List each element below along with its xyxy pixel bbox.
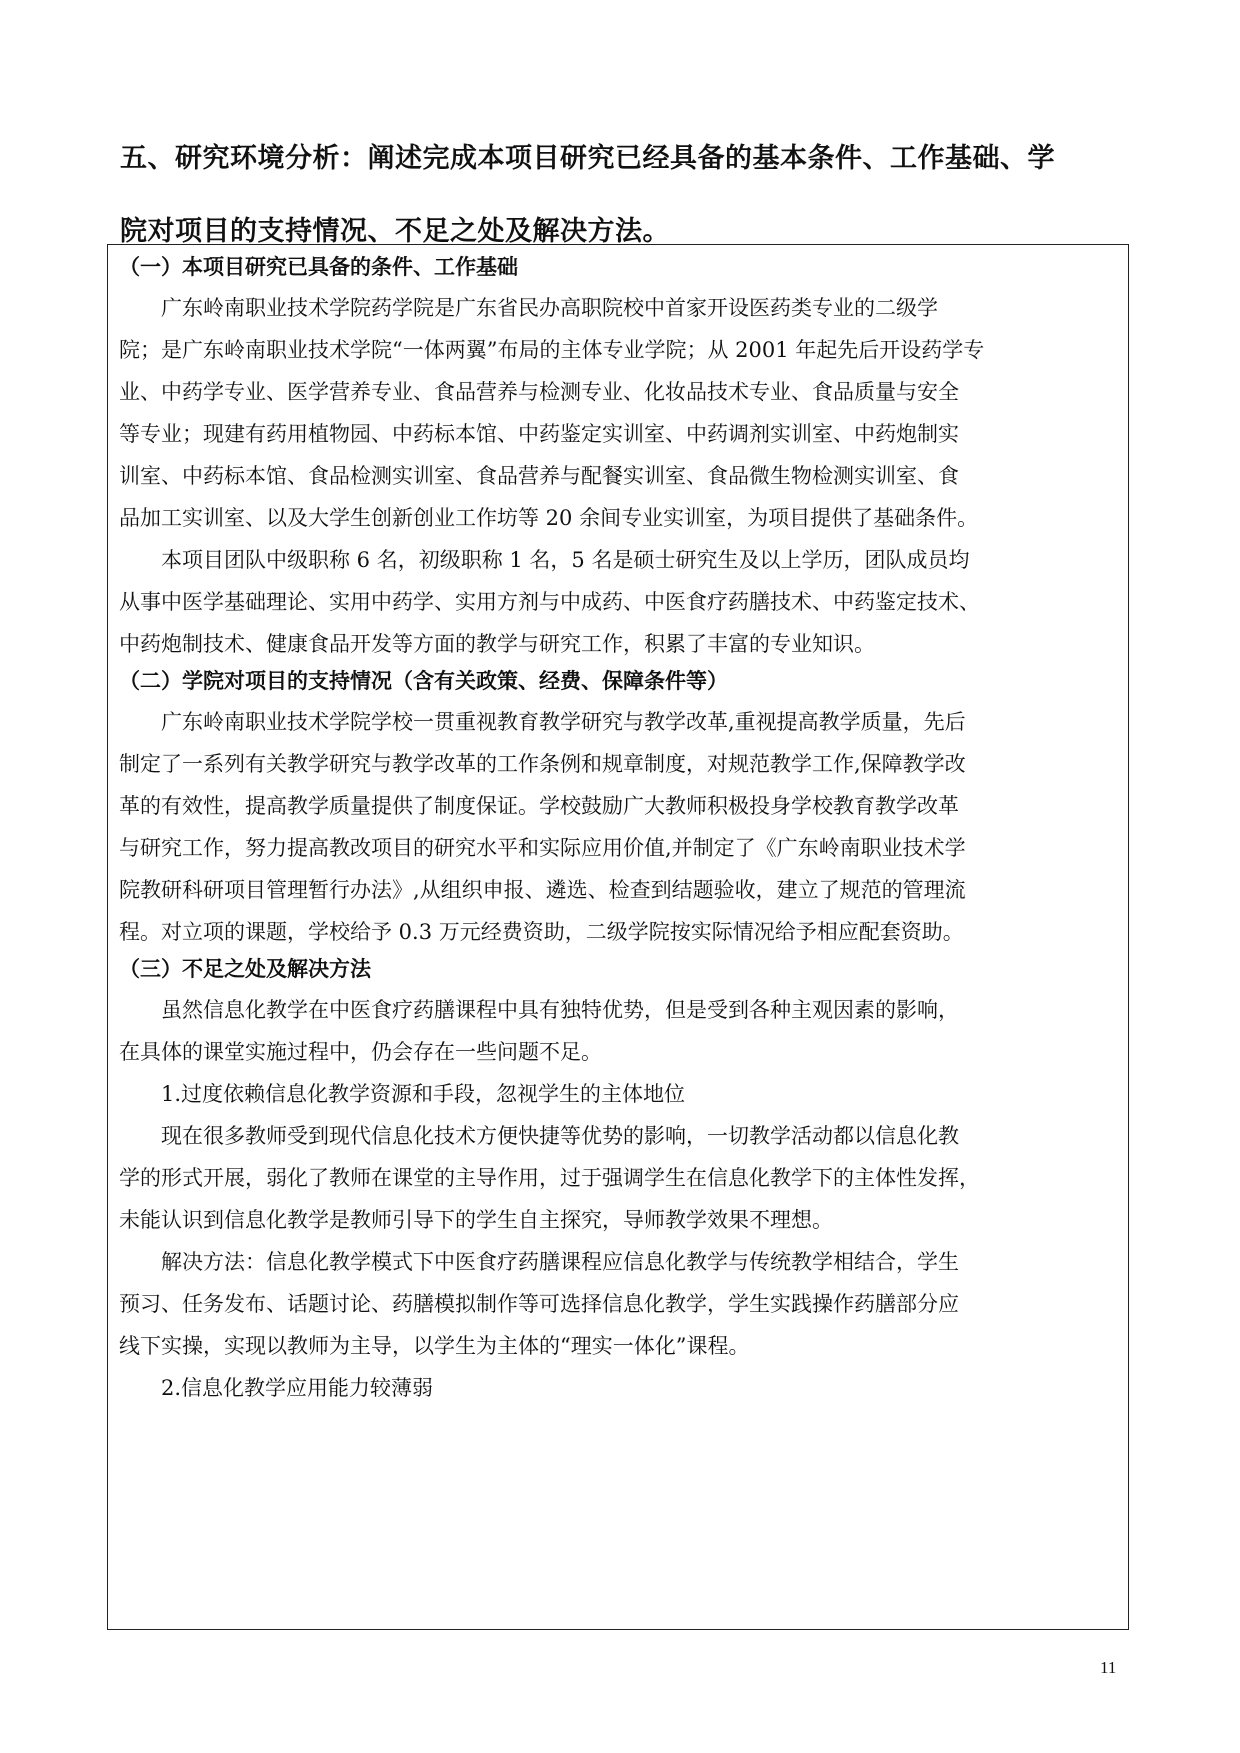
paragraph — [119, 989, 1116, 1073]
text-line: 解决方法：信息化教学模式下中医食疗药膳课程应信息化教学与传统教学相结合，学生 — [161, 1250, 959, 1274]
text-line: 院教研科研项目管理暂行办法》,从组织申报、遴选、检查到结题验收，建立了规范的管理流 — [119, 878, 966, 902]
text-line: 未能认识到信息化教学是教师引导下的学生自主探究，导师教学效果不理想。 — [119, 1208, 833, 1232]
page-title-line-2: 院对项目的支持情况、不足之处及解决方法。 — [120, 216, 670, 247]
paragraph — [119, 1367, 1116, 1409]
paragraph — [119, 1115, 1116, 1241]
text-line: 中药炮制技术、健康食品开发等方面的教学与研究工作，积累了丰富的专业知识。 — [119, 632, 875, 656]
text-line: 1.过度依赖信息化教学资源和手段，忽视学生的主体地位 — [161, 1082, 686, 1106]
text-line: 线下实操，实现以教师为主导，以学生为主体的“理实一体化”课程。 — [119, 1334, 750, 1358]
paragraph — [119, 539, 1116, 665]
text-line: 广东岭南职业技术学院学校一贯重视教育教学研究与教学改革,重视提高教学质量，先后 — [161, 710, 966, 734]
text-line: 从事中医学基础理论、实用中药学、实用方剂与中成药、中医食疗药膳技术、中药鉴定技术、 — [119, 590, 980, 614]
text-line: 与研究工作，努力提高教改项目的研究水平和实际应用价值,并制定了《广东岭南职业技术学 — [119, 836, 966, 860]
text-line: 程。对立项的课题，学校给予 0.3 万元经费资助，二级学院按实际情况给予相应配套资助。 — [119, 920, 964, 944]
page-number: 11 — [1100, 1658, 1117, 1677]
text-line: 预习、任务发布、话题讨论、药膳模拟制作等可选择信息化教学，学生实践操作药膳部分应 — [119, 1292, 959, 1316]
text-line: 广东岭南职业技术学院药学院是广东省民办高职院校中首家开设医药类专业的二级学 — [161, 296, 938, 320]
text-line: 训室、中药标本馆、食品检测实训室、食品营养与配餐实训室、食品微生物检测实训室、食 — [119, 464, 959, 488]
paragraph — [119, 1073, 1116, 1115]
paragraph — [119, 1241, 1116, 1367]
text-line: 院；是广东岭南职业技术学院“一体两翼”布局的主体专业学院；从 2001 年起先后开设药学专 — [119, 338, 985, 362]
content-box — [107, 244, 1129, 1630]
text-line: 等专业；现建有药用植物园、中药标本馆、中药鉴定实训室、中药调剂实训室、中药炮制实 — [119, 422, 959, 446]
text-line: 现在很多教师受到现代信息化技术方便快捷等优势的影响，一切教学活动都以信息化教 — [161, 1124, 959, 1148]
section-heading-conditions: （一）本项目研究已具备的条件、工作基础 — [119, 255, 518, 279]
paragraph — [119, 287, 1116, 539]
paragraph — [119, 701, 1116, 953]
text-line: 品加工实训室、以及大学生创新创业工作坊等 20 余间专业实训室，为项目提供了基础条件。 — [119, 506, 979, 530]
text-line: 革的有效性，提高教学质量提供了制度保证。学校鼓励广大教师积极投身学校教育教学改革 — [119, 794, 959, 818]
page-title-line-1: 五、研究环境分析：阐述完成本项目研究已经具备的基本条件、工作基础、学 — [120, 143, 1055, 174]
text-line: 学的形式开展，弱化了教师在课堂的主导作用，过于强调学生在信息化教学下的主体性发挥， — [119, 1166, 980, 1190]
text-line: 2.信息化教学应用能力较薄弱 — [161, 1376, 434, 1400]
section-heading-shortcomings: （三）不足之处及解决方法 — [119, 957, 371, 981]
section-heading-support: （二）学院对项目的支持情况（含有关政策、经费、保障条件等） — [119, 669, 728, 693]
text-line: 业、中药学专业、医学营养专业、食品营养与检测专业、化妆品技术专业、食品质量与安全 — [119, 380, 959, 404]
text-line: 本项目团队中级职称 6 名，初级职称 1 名，5 名是硕士研究生及以上学历，团队成员均 — [161, 548, 970, 572]
text-line: 在具体的课堂实施过程中，仍会存在一些问题不足。 — [119, 1040, 602, 1064]
text-line: 制定了一系列有关教学研究与教学改革的工作条例和规章制度，对规范教学工作,保障教学改 — [119, 752, 966, 776]
text-line: 虽然信息化教学在中医食疗药膳课程中具有独特优势，但是受到各种主观因素的影响， — [161, 998, 959, 1022]
